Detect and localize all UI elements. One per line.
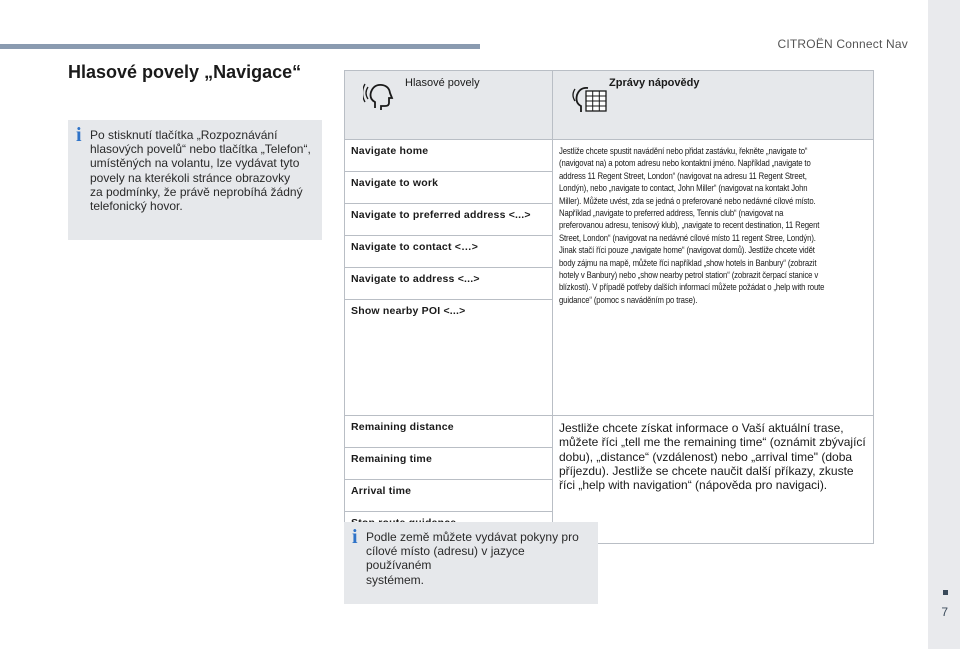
command-cell: Navigate home xyxy=(345,140,553,172)
command-cell: Remaining distance xyxy=(345,416,553,448)
help-text: Jestliže chcete spustit navádění nebo přidat zastávku, řekněte „navigate to“ (navigovat na) a potom adresu nebo kontaktní jméno. Například „navigate to address 11 Regent Street, London“ (navigovat na adresu 11 Regent Street, Londýn), nebo „navigate to contact, John Miller“ (navigovat na kontakt John Miller). Můžete uvést, zda se jedná o preferované nebo nedávné cílové místo. Například „navigate to preferred address, Tennis club“ (navigovat na preferovanou adresu, tenisový klub), „navigate to recent destination, 11 Regent Street, London“ (navigovat na nedávné cílové místo 11 regent Stree, Londýn). Jinak stačí říci pouze „navigate home“ (navigovat domů). Jestliže chcete vidět body zájmu na mapě, můžete říci například „show hotels in Banbury“ (zobrazit hotely v Banbury) nebo „show nearby petrol station“ (zobrazit čerpací stanice v blízkosti). V případě potřeby dalších informací můžete požádat o „help with route guidance“ (pomoc s naváděním po trase). xyxy=(559,146,825,305)
side-strip xyxy=(928,0,960,649)
col-header-commands xyxy=(345,71,553,140)
speaking-head-icon xyxy=(363,81,397,113)
page-title: Hlasové povely „Navigace“ xyxy=(68,62,302,82)
help-cell-navigation xyxy=(553,140,874,416)
info-box-voice xyxy=(68,120,322,240)
voice-keypad-icon xyxy=(571,81,609,115)
info-text: Podle země můžete vydávat pokyny pro cílové místo (adresu) v jazyce používaném systémem. xyxy=(366,530,579,587)
col-header-help-label: Zprávy nápovědy xyxy=(609,77,700,89)
header-bar xyxy=(0,44,480,49)
page-marker xyxy=(943,590,948,595)
command-cell: Remaining time xyxy=(345,448,553,480)
command-cell: Navigate to work xyxy=(345,172,553,204)
col-header-help xyxy=(553,71,874,140)
command-cell: Navigate to contact <…> xyxy=(345,236,553,268)
table-row xyxy=(345,416,874,448)
info-icon: i xyxy=(76,124,82,146)
voice-commands-table xyxy=(344,70,874,548)
col-header-commands-label: Hlasové povely xyxy=(405,77,480,89)
info-icon: i xyxy=(352,526,358,548)
command-cell: Navigate to preferred address <...> xyxy=(345,204,553,236)
table-header-row xyxy=(345,71,874,140)
command-cell: Navigate to address <...> xyxy=(345,268,553,300)
command-cell: Arrival time xyxy=(345,480,553,512)
page-number: 7 xyxy=(941,605,948,619)
brand-label: CITROËN Connect Nav xyxy=(777,37,908,51)
table-row xyxy=(345,140,874,172)
info-box-language xyxy=(344,522,598,604)
help-cell-route: Jestliže chcete získat informace o Vaší aktuální trase, můžete říci „tell me the remaining time“ (oznámit zbývající dobu), „distance“ (vzdálenost) nebo „arrival time" (doba příjezdu). Jestliže se chcete naučit další příkazy, zkuste říci „help with navigation“ (nápověda pro navigaci). xyxy=(553,416,874,544)
command-cell: Show nearby POI <...> xyxy=(345,300,553,416)
info-text: Po stisknutí tlačítka „Rozpoznávání hlasových povelů“ nebo tlačítka „Telefon“, umístěných na volantu, lze vydávat tyto povely na kterékoli stránce obrazovky za podmínky, že právě neprobíhá žádný telefonický hovor. xyxy=(90,128,311,214)
